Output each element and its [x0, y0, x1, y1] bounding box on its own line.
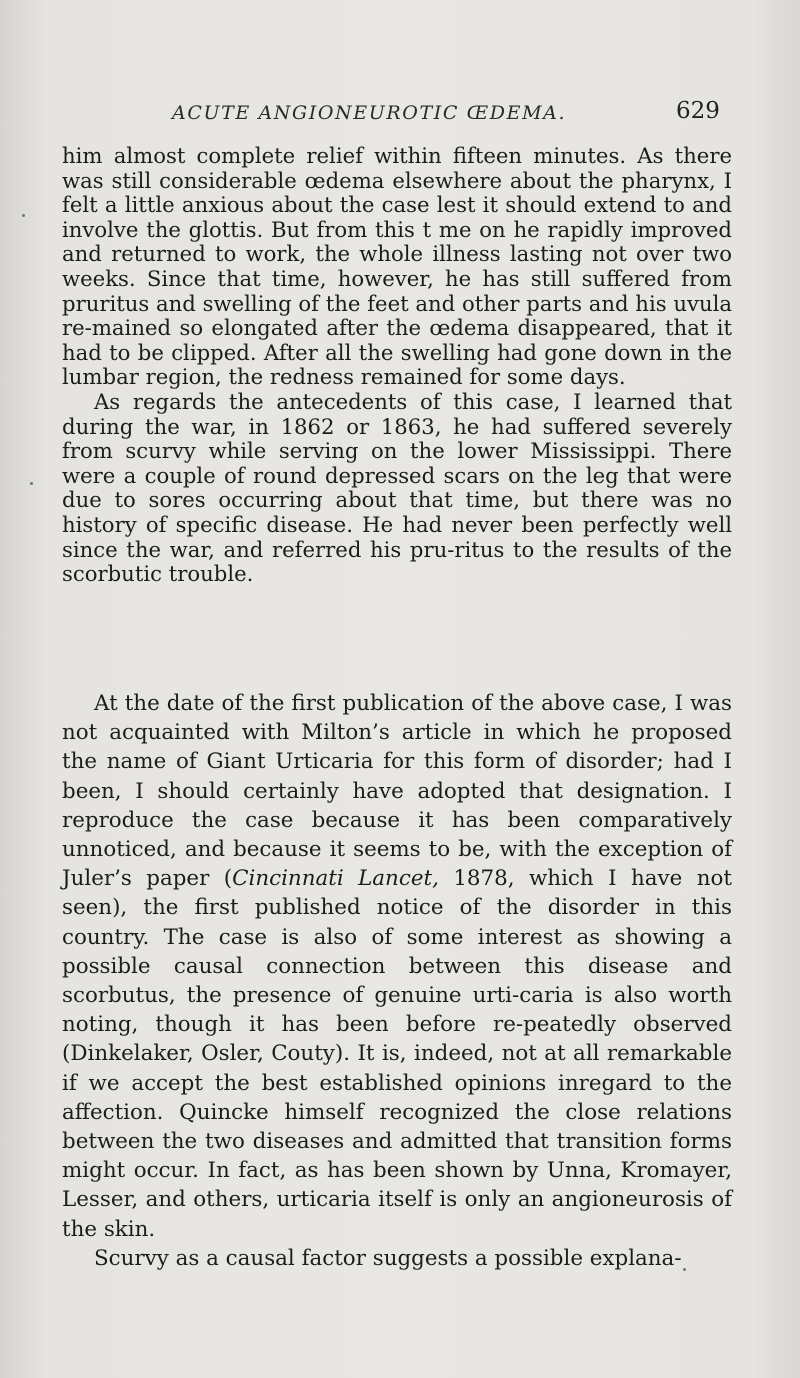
paragraph-publication-text-b: 1878, which I have not seen), the first published notice of the disorder in this country. The case is also of some interest as showing a possible causal connection between this disease and scorbutus, the presence of genuine urti-caria is also worth noting, though it has been before re-peatedly observed (Dinkelaker, Osler, Couty). It is, indeed, not at all remarkable if we accept the best established opinions inregard to the affection. Quincke himself recognized the close relations between the two diseases and admitted that transition forms might occur. In fact, as has been shown by Unna, Kromayer, Lesser, and others, urticaria itself is only an angioneurosis of the skin. [62, 866, 732, 1242]
page-number: 629 [676, 98, 720, 124]
running-title: ACUTE ANGIONEUROTIC ŒDEMA. [172, 102, 567, 124]
journal-citation: Cincinnati Lancet, [232, 866, 439, 892]
paragraph-antecedents: As regards the antecedents of this case, I learned that during the war, in 1862 or 1863, he had suffered severely from scurvy while serving on the lower Mississippi. There were a couple of round depressed scars on the leg that were due to sores occurring about that time, but there was no history of specific disease. He had never been perfectly well since the war, and referred his pru-ritus to the results of the scorbutic trouble. [62, 388, 732, 587]
paper-speck [683, 1268, 686, 1271]
paper-speck [22, 214, 25, 217]
case-report-continuation [62, 144, 732, 587]
paper-speck [30, 482, 33, 485]
page-header [0, 98, 800, 132]
paragraph-publication-text-a: At the date of the first publication of the above case, I was not acquainted with Milton’s article in which he proposed the name of Giant Urticaria for this form of disorder; had I been, I should certainly have adopted that designation. I reproduce the case because it has been comparatively unnoticed, and because it seems to be, with the exception of Juler’s paper ( [62, 691, 732, 892]
commentary-section [62, 689, 732, 1273]
paragraph-relief: him almost complete relief within fifteen minutes. As there was still considerable œdema elsewhere about the pharynx, I felt a little anxious about the case lest it should extend to and involve the glottis. But from this t me on he rapidly improved and returned to work, the whole illness lasting not over two weeks. Since that time, however, he has still suffered from pruritus and swelling of the feet and other parts and his uvula re-mained so elongated after the œdema disappeared, that it had to be clipped. After all the swelling had gone down in the lumbar region, the redness remained for some days. [62, 143, 732, 390]
paragraph-scurvy: Scurvy as a causal factor suggests a possible explana- [94, 1245, 682, 1271]
paragraph-publication [62, 689, 732, 1244]
